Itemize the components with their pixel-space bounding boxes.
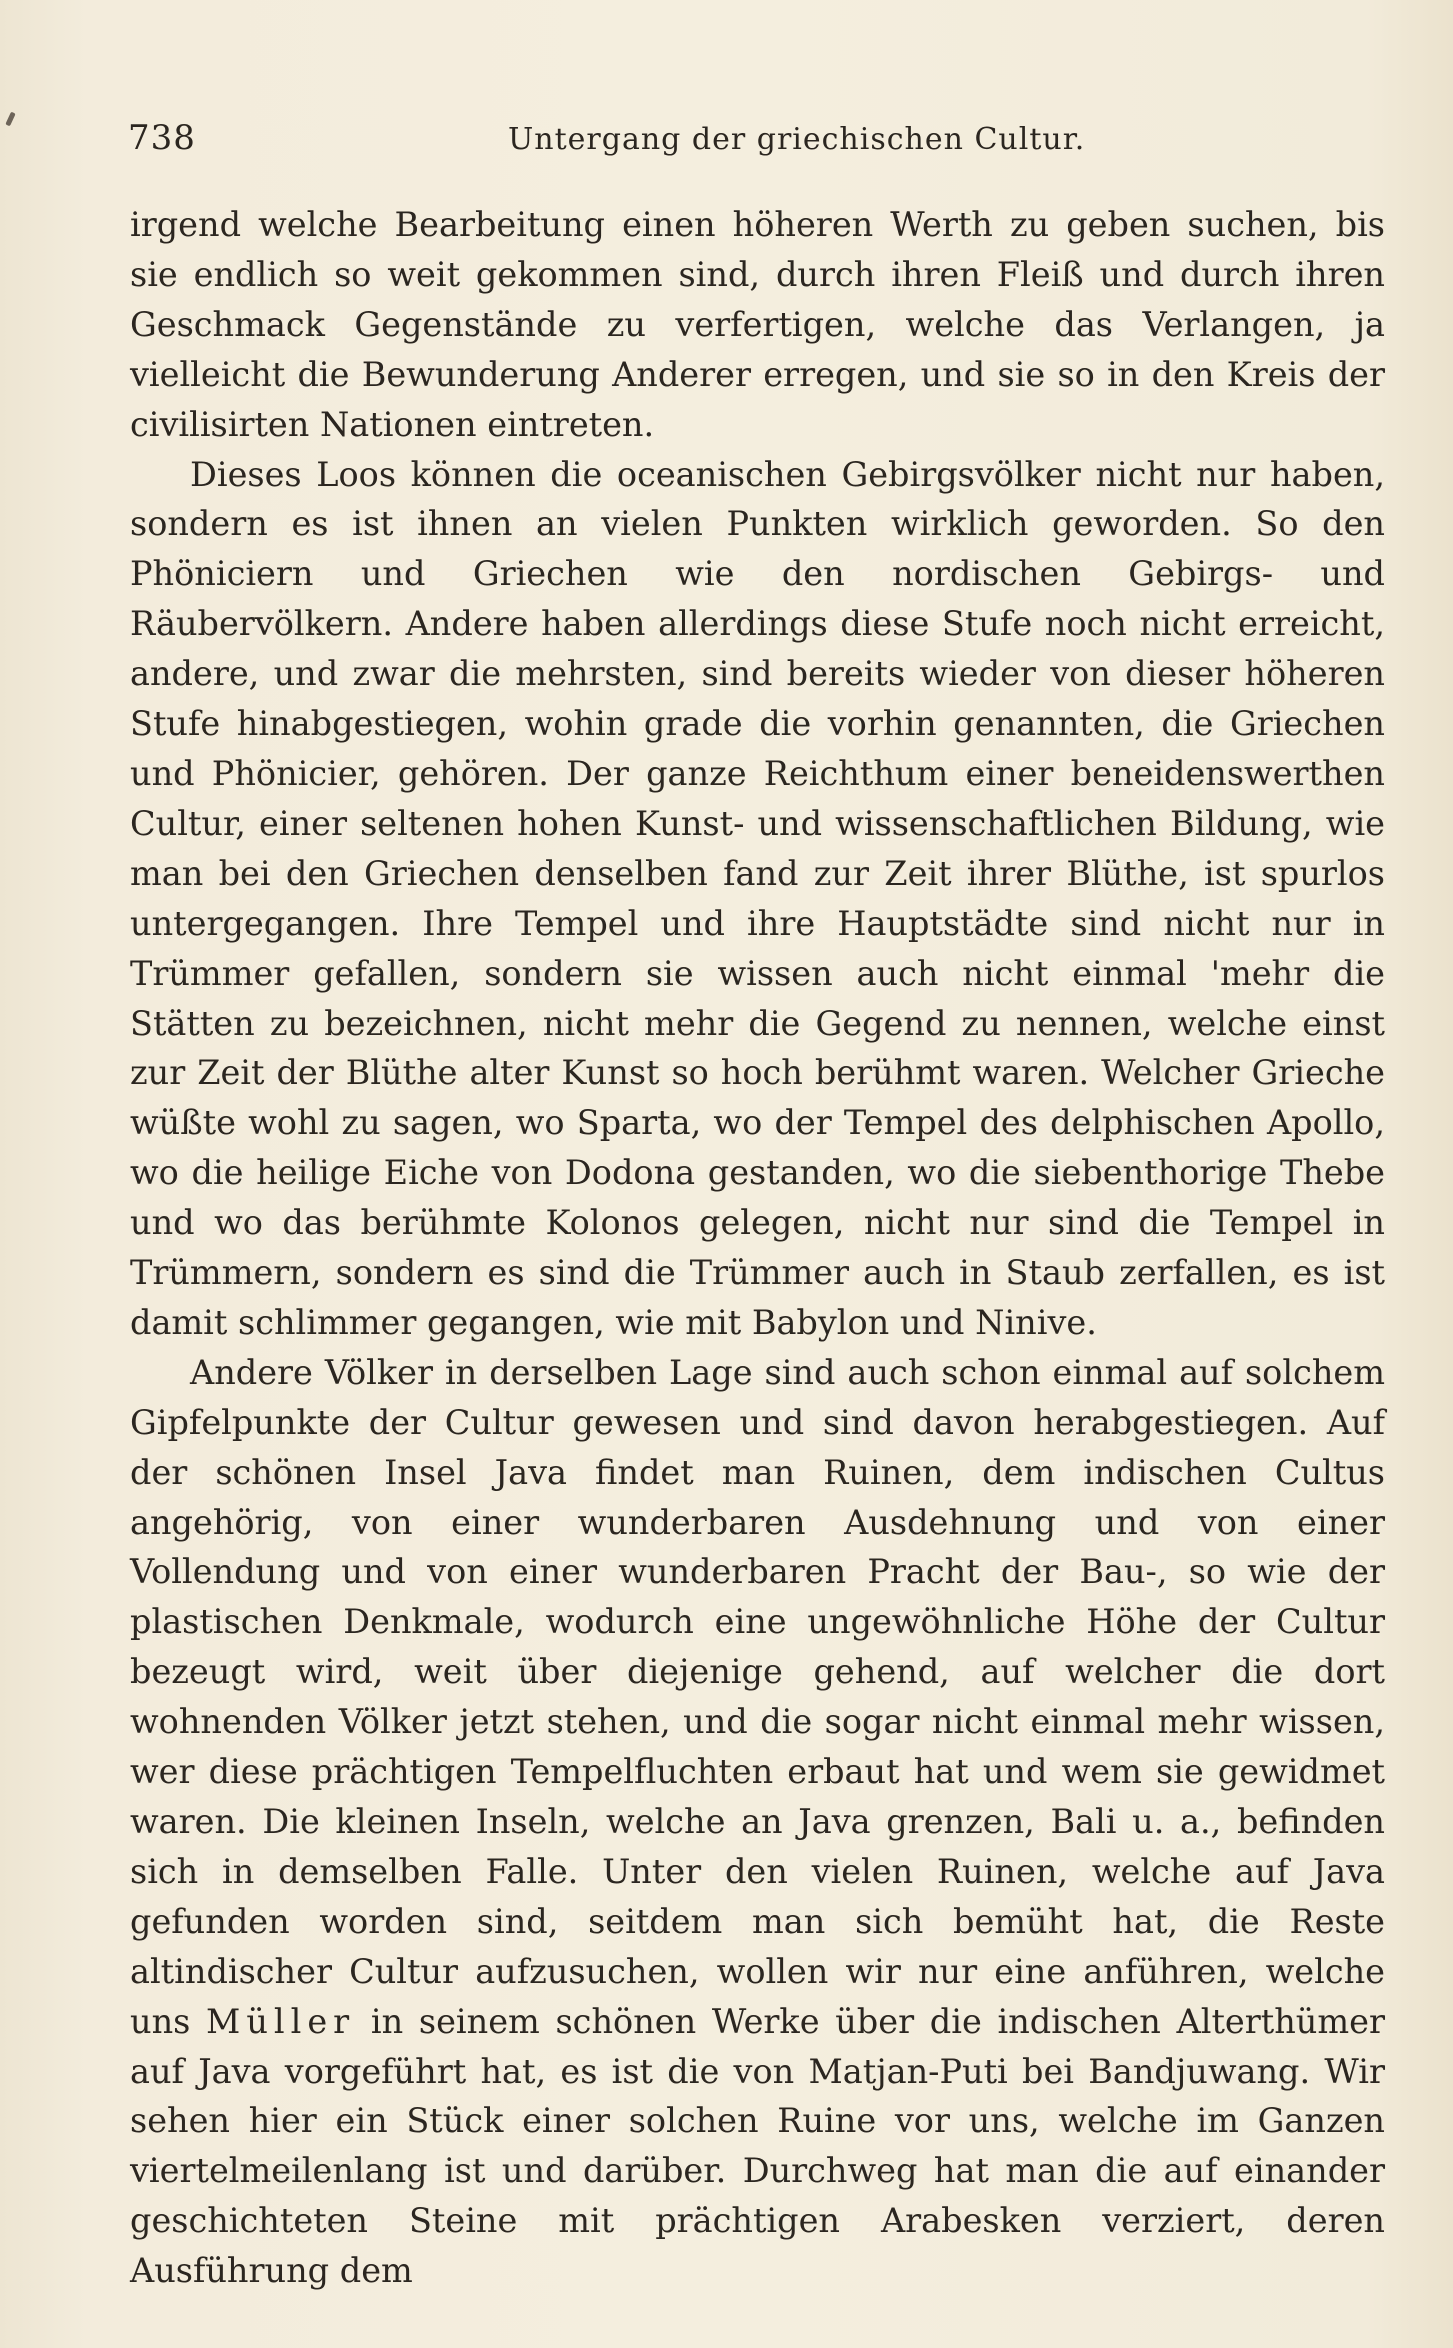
body-text [130, 200, 1385, 2296]
author-name-mueller: Müller [206, 2001, 356, 2041]
paragraph-3-part-1: Andere Völker in derselben Lage sind auch schon einmal auf solchem Gipfelpunkte der Cultur gewesen und sind davon herabgestiegen. Auf der schönen Insel Java findet man Ruinen, dem indischen Cultus angehörig, von einer wunderbaren Ausdehnung und von einer Vollendung und von einer wunderbaren Pracht der Bau-, so wie der plastischen Denkmale, wodurch eine ungewöhnliche Höhe der Cultur bezeugt wird, weit über diejenige gehend, auf welcher die dort wohnenden Völker jetzt stehen, und die sogar nicht einmal mehr wissen, wer diese prächtigen Tempelfluchten erbaut hat und wem sie gewidmet waren. Die kleinen Inseln, welche an Java grenzen, Bali u. a., befinden sich in demselben Falle. Unter den vielen Ruinen, welche auf Java gefunden worden sind, seitdem man sich bemüht hat, die Reste altindischer Cultur aufzusuchen, wollen wir nur eine anführen, welche uns [130, 1352, 1385, 2041]
margin-ink-mark [5, 112, 15, 127]
paragraph-3 [130, 1348, 1385, 2296]
page-number: 738 [128, 118, 196, 158]
page-header [128, 118, 1383, 178]
paragraph-3-part-2: in seinem schönen Werke über die indischen Alterthümer auf Java vorgeführt hat, es ist die von Matjan-Puti bei Bandjuwang. Wir sehen hier ein Stück einer solchen Ruine vor uns, welche im Ganzen viertelmeilenlang ist und darüber. Durchweg hat man die auf einander geschichteten Steine mit prächtigen Arabesken verziert, deren Ausführung dem [130, 2001, 1385, 2291]
running-title: Untergang der griechischen Cultur. [508, 122, 1086, 157]
paragraph-2: Dieses Loos können die oceanischen Gebirgsvölker nicht nur haben, sondern es ist ihnen an vielen Punkten wirklich geworden. So den Phöniciern und Griechen wie den nordischen Gebirgs- und Räubervölkern. Andere haben allerdings diese Stufe noch nicht erreicht, andere, und zwar die mehrsten, sind bereits wieder von dieser höheren Stufe hinabgestiegen, wohin grade die vorhin genannten, die Griechen und Phönicier, gehören. Der ganze Reichthum einer beneidenswerthen Cultur, einer seltenen hohen Kunst- und wissenschaftlichen Bildung, wie man bei den Griechen denselben fand zur Zeit ihrer Blüthe, ist spurlos untergegangen. Ihre Tempel und ihre Hauptstädte sind nicht nur in Trümmer gefallen, sondern sie wissen auch nicht einmal 'mehr die Stätten zu bezeichnen, nicht mehr die Gegend zu nennen, welche einst zur Zeit der Blüthe alter Kunst so hoch berühmt waren. Welcher Grieche wüßte wohl zu sagen, wo Sparta, wo der Tempel des delphischen Apollo, wo die heilige Eiche von Dodona gestanden, wo die siebenthorige Thebe und wo das berühmte Kolonos gelegen, nicht nur sind die Tempel in Trümmern, sondern es sind die Trümmer auch in Staub zerfallen, es ist damit schlimmer gegangen, wie mit Babylon und Ninive. [130, 454, 1385, 1342]
paragraph-1: irgend welche Bearbeitung einen höheren Werth zu geben suchen, bis sie endlich so weit gekommen sind, durch ihren Fleiß und durch ihren Geschmack Gegenstände zu verfertigen, welche das Verlangen, ja vielleicht die Bewunderung Anderer erregen, und sie so in den Kreis der civilisirten Nationen eintreten. [130, 205, 1385, 444]
